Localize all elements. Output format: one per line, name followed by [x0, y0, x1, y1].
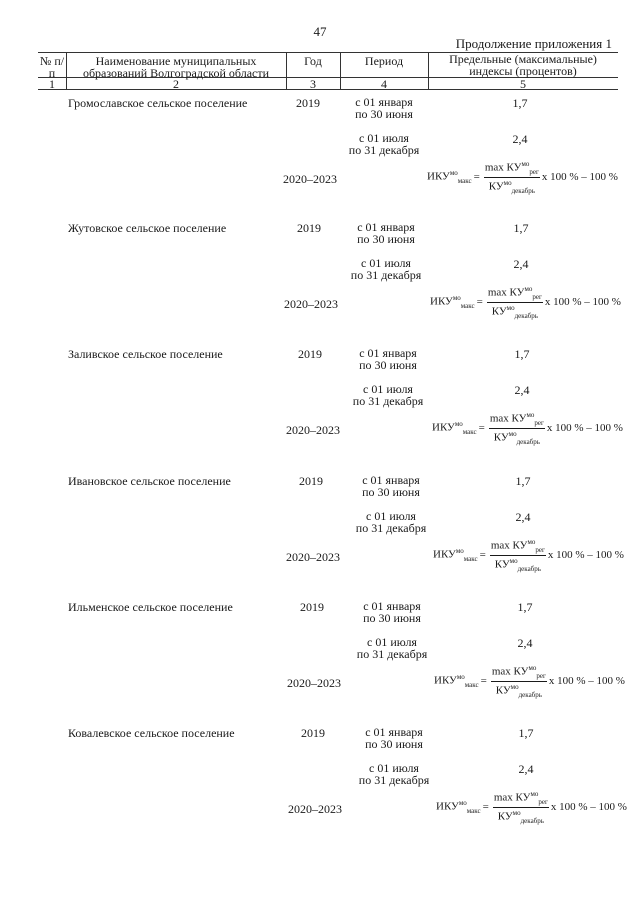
- formula-equals: =: [473, 171, 480, 184]
- index-value-2: 2,4: [513, 257, 529, 271]
- formula-denominator: $КУ^{мо}_{декабрь}$: [488, 178, 535, 195]
- formula-fraction: [487, 285, 543, 320]
- formula-lhs: $ИКУ^{мо}_{макс}$: [436, 799, 481, 816]
- col-number-3: 3: [310, 77, 316, 91]
- formula-denominator: $КУ^{мо}_{декабрь}$: [493, 429, 540, 446]
- period-1-start: с 01 января: [362, 473, 420, 487]
- formula-lhs: $ИКУ^{мо}_{макс}$: [430, 294, 475, 311]
- period-1-end: по 30 июня: [355, 107, 413, 121]
- index-value-2: 2,4: [515, 510, 531, 524]
- index-formula: [434, 664, 625, 699]
- index-formula: [430, 285, 621, 320]
- formula-lhs: $ИКУ^{мо}_{макс}$: [427, 169, 472, 186]
- period-2-end: по 31 декабря: [350, 268, 422, 282]
- page-number: 47: [313, 24, 327, 39]
- index-formula: [433, 538, 624, 573]
- col-no-header: № п/п: [39, 54, 65, 80]
- formula-denominator: $КУ^{мо}_{декабрь}$: [495, 682, 542, 699]
- period-2-start: с 01 июля: [367, 635, 417, 649]
- period-2-start: с 01 июля: [363, 382, 413, 396]
- index-value-2: 2,4: [517, 636, 533, 650]
- period-2-end: по 31 декабря: [355, 521, 427, 535]
- period-2-end: по 31 декабря: [358, 773, 430, 787]
- formula-fraction: [489, 411, 545, 446]
- formula-tail: х 100 % – 100 %: [546, 422, 623, 435]
- year-2019: 2019: [297, 221, 321, 235]
- formula-lhs: $ИКУ^{мо}_{макс}$: [433, 547, 478, 564]
- col-index-header: Предельные (максимальные) индексы (процентов): [449, 52, 597, 78]
- year-range: 2020–2023: [283, 172, 337, 186]
- year-range: 2020–2023: [286, 423, 340, 437]
- year-2019: 2019: [301, 726, 325, 740]
- year-2019: 2019: [299, 474, 323, 488]
- period-1-start: с 01 января: [363, 599, 421, 613]
- period-2-end: по 31 декабря: [352, 394, 424, 408]
- index-value-1: 1,7: [514, 347, 530, 361]
- formula-denominator: $КУ^{мо}_{декабрь}$: [491, 303, 538, 320]
- formula-fraction: [491, 664, 547, 699]
- col-number-4: 4: [381, 77, 387, 91]
- formula-numerator: $\max КУ^{мо}_{рег}$: [489, 411, 544, 427]
- formula-tail: х 100 % – 100 %: [548, 675, 625, 688]
- index-value-1: 1,7: [517, 600, 533, 614]
- settlement-name: Громославское сельское поселение: [68, 96, 248, 110]
- index-formula: [436, 790, 627, 825]
- period-2-start: с 01 июля: [369, 761, 419, 775]
- settlement-name: Жутовское сельское поселение: [68, 221, 227, 235]
- formula-lhs: $ИКУ^{мо}_{макс}$: [432, 420, 477, 437]
- formula-fraction: [484, 160, 540, 195]
- formula-numerator: $\max КУ^{мо}_{рег}$: [490, 538, 545, 554]
- year-range: 2020–2023: [288, 802, 342, 816]
- period-2-end: по 31 декабря: [348, 143, 420, 157]
- formula-denominator: $КУ^{мо}_{декабрь}$: [494, 556, 541, 573]
- year-2019: 2019: [298, 347, 322, 361]
- col-number-1: 1: [49, 77, 55, 91]
- period-1-end: по 30 июня: [365, 737, 423, 751]
- period-1-end: по 30 июня: [362, 485, 420, 499]
- index-value-1: 1,7: [518, 726, 534, 740]
- period-1-end: по 30 июня: [363, 611, 421, 625]
- formula-equals: =: [476, 296, 483, 309]
- formula-equals: =: [479, 549, 486, 562]
- period-1-start: с 01 января: [359, 346, 417, 360]
- index-value-2: 2,4: [514, 383, 530, 397]
- col-number-5: 5: [520, 77, 526, 91]
- period-2-start: с 01 июля: [361, 256, 411, 270]
- period-1-start: с 01 января: [355, 95, 413, 109]
- formula-equals: =: [478, 422, 485, 435]
- formula-fraction: [490, 538, 546, 573]
- index-formula: [427, 160, 618, 195]
- settlement-name: Ковалевское сельское поселение: [68, 726, 235, 740]
- index-value-1: 1,7: [512, 96, 528, 110]
- table-header: [38, 52, 618, 90]
- year-range: 2020–2023: [286, 550, 340, 564]
- year-2019: 2019: [300, 600, 324, 614]
- formula-numerator: $\max КУ^{мо}_{рег}$: [493, 790, 548, 806]
- period-1-end: по 30 июня: [359, 358, 417, 372]
- formula-tail: х 100 % – 100 %: [550, 801, 627, 814]
- formula-denominator: $КУ^{мо}_{декабрь}$: [497, 808, 544, 825]
- formula-tail: х 100 % – 100 %: [544, 296, 621, 309]
- col-number-2: 2: [173, 77, 179, 91]
- year-range: 2020–2023: [284, 297, 338, 311]
- col-period-header: Период: [364, 54, 404, 68]
- formula-equals: =: [480, 675, 487, 688]
- index-value-2: 2,4: [512, 132, 528, 146]
- settlement-name: Заливское сельское поселение: [68, 347, 223, 361]
- formula-equals: =: [482, 801, 489, 814]
- settlement-name: Ильменское сельское поселение: [68, 600, 233, 614]
- index-value-1: 1,7: [513, 221, 529, 235]
- period-1-start: с 01 января: [365, 725, 423, 739]
- continuation-note: Продолжение приложения 1: [455, 36, 612, 51]
- formula-numerator: $\max КУ^{мо}_{рег}$: [484, 160, 539, 176]
- period-2-start: с 01 июля: [359, 131, 409, 145]
- index-value-2: 2,4: [518, 762, 534, 776]
- formula-numerator: $\max КУ^{мо}_{рег}$: [491, 664, 546, 680]
- year-2019: 2019: [296, 96, 320, 110]
- formula-tail: х 100 % – 100 %: [541, 171, 618, 184]
- settlement-name: Ивановское сельское поселение: [68, 474, 231, 488]
- col-year-header: Год: [304, 54, 322, 68]
- period-2-start: с 01 июля: [366, 509, 416, 523]
- period-1-start: с 01 января: [357, 220, 415, 234]
- index-formula: [432, 411, 623, 446]
- year-range: 2020–2023: [287, 676, 341, 690]
- index-value-1: 1,7: [515, 474, 531, 488]
- col-name-header: Наименование муниципальных образований Волгоградской области: [82, 54, 270, 80]
- formula-numerator: $\max КУ^{мо}_{рег}$: [487, 285, 542, 301]
- formula-lhs: $ИКУ^{мо}_{макс}$: [434, 673, 479, 690]
- period-1-end: по 30 июня: [357, 232, 415, 246]
- formula-tail: х 100 % – 100 %: [547, 549, 624, 562]
- formula-fraction: [493, 790, 549, 825]
- period-2-end: по 31 декабря: [356, 647, 428, 661]
